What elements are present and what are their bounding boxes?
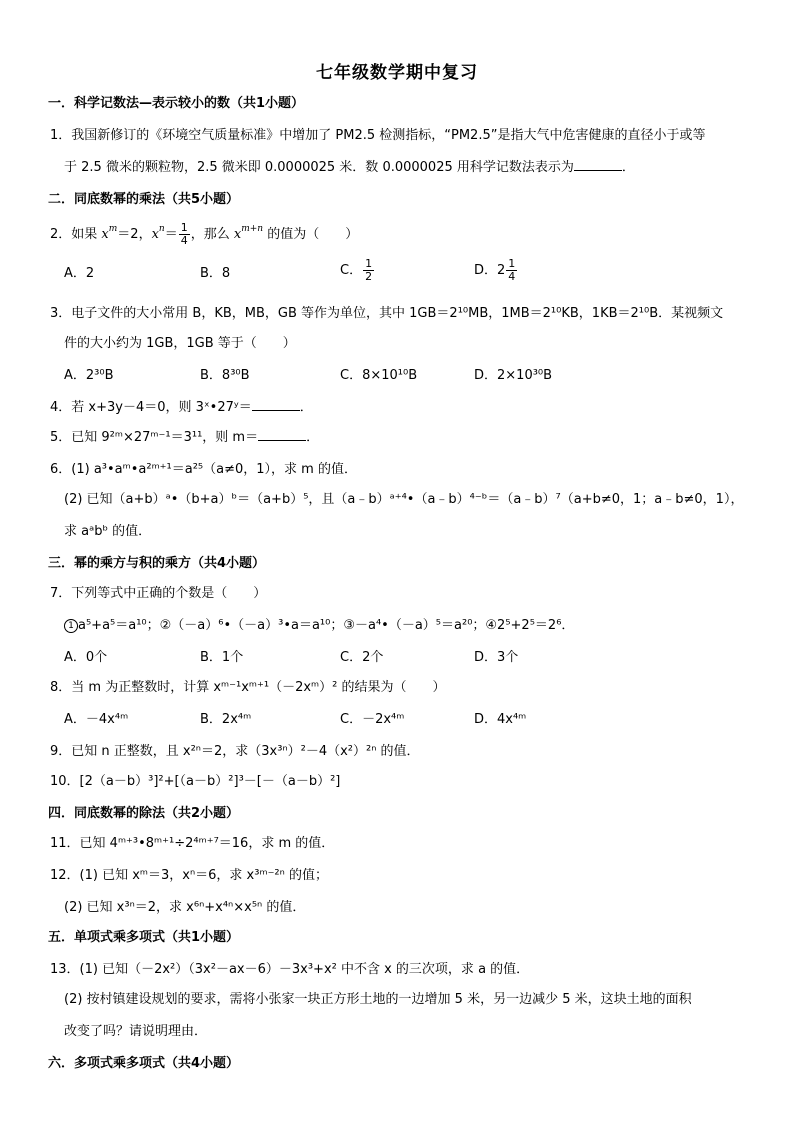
q3-option-c: C．8×10¹⁰B <box>340 368 418 383</box>
q8-option-c: C．－2x⁴ᵐ <box>340 712 405 727</box>
circled-number: 1 <box>64 619 78 633</box>
section-heading-5: 五．单项式乘多项式（共1小题） <box>48 930 240 945</box>
answer-blank <box>252 398 300 411</box>
question-4-text: 4．若 x+3y－4＝0，则 3ˣ•27ʸ＝ <box>50 400 252 415</box>
fraction: $\frac{1}{4}$ <box>180 221 188 247</box>
question-2-text-a: 2．如果 <box>50 227 102 242</box>
q3-option-a: A．2³⁰B <box>64 368 114 383</box>
question-2-stem: 2．如果 $x^m=2$，$x^n=$ $\frac{1}{4}$ ，那么 $x^{m+n}$ 的值为（ ） <box>50 221 359 247</box>
question-4: 4．若 x+3y－4＝0，则 3ˣ•27ʸ＝ ． <box>50 400 313 415</box>
question-6-line-2: (2) 已知（a+b）ᵃ•（b+a）ᵇ＝（a+b）⁵，且（a﹣b）ᵃ⁺⁴•（a﹣b）⁴⁻ᵇ＝（a﹣b）⁷（a+b≠0，1；a﹣b≠0，1）， <box>64 492 744 507</box>
fraction: $\frac{1}{4}$ <box>508 257 516 283</box>
q3-option-d: D．2×10³⁰B <box>474 368 553 383</box>
question-11: 11．已知 4ᵐ⁺³•8ᵐ⁺¹÷2⁴ᵐ⁺⁷＝16，求 m 的值． <box>50 836 335 851</box>
fraction: $\frac{1}{2}$ <box>365 257 373 283</box>
q7-option-d: D．3个 <box>474 650 519 665</box>
question-7-items-text: a⁵+a⁵＝a¹⁰；②（－a）⁶•（－a）³•a＝a¹⁰；③－a⁴•（－a）⁵＝a²⁰；④2⁵+2⁵＝2⁶． <box>78 618 575 633</box>
question-6-line-3: 求 aᵃbᵇ 的值． <box>64 524 152 539</box>
question-3-line-1: 3．电子文件的大小常用 B，KB，MB，GB 等作为单位，其中 1GB＝2¹⁰MB，1MB＝2¹⁰KB，1KB＝2¹⁰B．某视频文 <box>50 306 724 321</box>
question-7-stem: 7．下列等式中正确的个数是（ ） <box>50 586 267 601</box>
question-7-items <box>64 616 574 636</box>
section-heading-6: 六．多项式乘多项式（共4小题） <box>48 1056 240 1071</box>
answer-blank <box>258 428 306 441</box>
question-1-line-1: 1．我国新修订的《环境空气质量标准》中增加了 PM2.5 检测指标，“PM2.5”是指大气中危害健康的直径小于或等 <box>50 128 706 143</box>
document-title: 七年级数学期中复习 <box>316 63 478 83</box>
question-3-line-2: 件的大小约为 1GB，1GB 等于（ ） <box>64 336 296 351</box>
question-8-stem: 8．当 m 为正整数时，计算 xᵐ⁻¹xᵐ⁺¹（－2xᵐ）² 的结果为（ ） <box>50 680 446 695</box>
question-2-text-c: 的值为（ ） <box>263 227 359 242</box>
q2-option-c: C． $\frac{1}{2}$ <box>340 257 373 283</box>
q7-option-a: A．0个 <box>64 650 108 665</box>
question-9: 9．已知 n 正整数，且 x²ⁿ＝2，求（3x³ⁿ）²－4（x²）²ⁿ 的值． <box>50 744 420 759</box>
question-10: 10．[2（a－b）³]²+[（a－b）²]³－[－（a－b）²] <box>50 774 341 789</box>
question-13-line-3: 改变了吗？请说明理由． <box>64 1024 208 1039</box>
section-heading-4: 四．同底数幂的除法（共2小题） <box>48 806 240 821</box>
question-13-line-1: 13．(1) 已知（－2x²）（3x²－ax－6）－3x³+x² 中不含 x 的三次项，求 a 的值． <box>50 962 530 977</box>
question-1-end: ． <box>621 160 635 175</box>
q2-option-b: B．8 <box>200 266 231 281</box>
q8-option-a: A．－4x⁴ᵐ <box>64 712 129 727</box>
q3-option-b: B．8³⁰B <box>200 368 250 383</box>
question-1-line-2 <box>64 158 635 178</box>
question-13-line-2: (2) 按村镇建设规划的要求，需将小张家一块正方形土地的一边增加 5 米，另一边减少 5 米，这块土地的面积 <box>64 992 692 1007</box>
section-heading-3: 三．幂的乘方与积的乘方（共4小题） <box>48 556 266 571</box>
question-1-text: 于 2.5 微米的颗粒物，2.5 微米即 0.0000025 米．数 0.0000025 用科学记数法表示为 <box>64 160 574 175</box>
q8-option-b: B．2x⁴ᵐ <box>200 712 252 727</box>
q2-option-a: A．2 <box>64 266 95 281</box>
q8-option-d: D．4x⁴ᵐ <box>474 712 527 727</box>
section-heading-2: 二．同底数幂的乘法（共5小题） <box>48 192 240 207</box>
q7-option-c: C．2个 <box>340 650 384 665</box>
question-2-text-b: ，那么 <box>190 227 234 242</box>
question-5-text: 5．已知 9²ᵐ×27ᵐ⁻¹＝3¹¹，则 m＝ <box>50 430 259 445</box>
q2-option-d: D．2 $\frac{1}{4}$ <box>474 257 516 283</box>
section-heading-1: 一．科学记数法—表示较小的数（共1小题） <box>48 96 305 111</box>
question-6-line-1: 6．(1) a³•aᵐ•a²ᵐ⁺¹＝a²⁵（a≠0，1），求 m 的值． <box>50 462 357 477</box>
question-5: 5．已知 9²ᵐ×27ᵐ⁻¹＝3¹¹，则 m＝ ． <box>50 430 320 445</box>
question-12-line-1: 12．(1) 已知 xᵐ＝3，xⁿ＝6，求 x³ᵐ⁻²ⁿ 的值； <box>50 868 328 883</box>
question-12-line-2: (2) 已知 x³ⁿ＝2，求 x⁶ⁿ+x⁴ⁿ×x⁵ⁿ 的值． <box>64 900 306 915</box>
answer-blank <box>574 158 622 171</box>
q7-option-b: B．1个 <box>200 650 244 665</box>
